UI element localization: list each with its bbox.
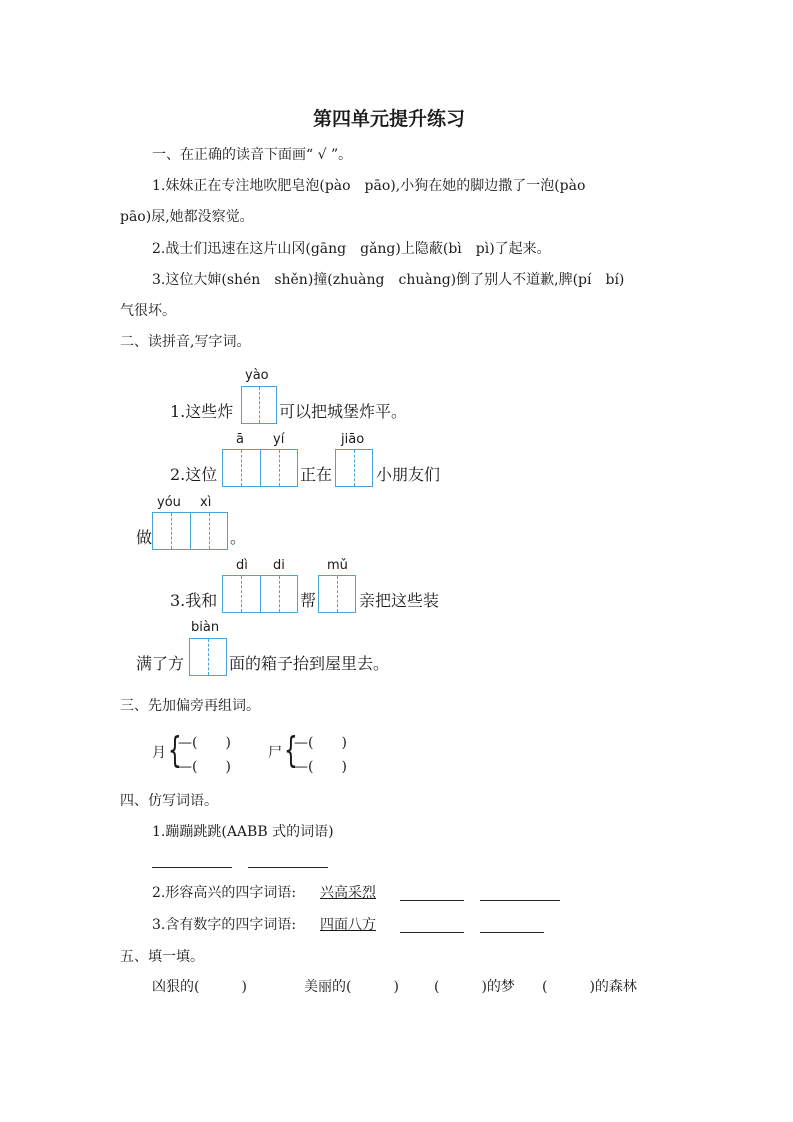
answer-blank[interactable] bbox=[480, 931, 544, 933]
answer-blank[interactable] bbox=[480, 899, 560, 901]
s2-q1-before: 1.这些炸 bbox=[170, 402, 234, 421]
answer-blank[interactable] bbox=[400, 899, 464, 901]
radical1-item1: —( ) bbox=[178, 735, 231, 751]
s4-q2-example: 兴高采烈 bbox=[320, 885, 376, 901]
s2-q3-line2-before: 满了方 bbox=[136, 654, 185, 673]
answer-blank[interactable] bbox=[248, 866, 328, 868]
radical1-item2: —( ) bbox=[178, 759, 231, 775]
page-title: 第四单元提升练习 bbox=[313, 108, 466, 130]
pinyin-xi: xì bbox=[200, 495, 212, 510]
s2-q2-before: 2.这位 bbox=[170, 465, 218, 484]
brace-icon: { bbox=[168, 730, 182, 771]
s1-q1-line2: pāo)尿,她都没察觉。 bbox=[120, 209, 254, 225]
pinyin-bian: biàn bbox=[191, 620, 220, 635]
writing-box-double[interactable] bbox=[152, 512, 228, 550]
s5-item3: ( )的梦 bbox=[434, 979, 515, 995]
s4-q2-label: 2.形容高兴的四字词语: bbox=[152, 885, 297, 901]
radical-yue: 月 bbox=[152, 745, 166, 761]
pinyin-mu: mǔ bbox=[327, 558, 348, 573]
brace-icon: { bbox=[284, 730, 298, 771]
pinyin-yi: yí bbox=[273, 432, 285, 447]
s4-q3-label: 3.含有数字的四字词语: bbox=[152, 917, 297, 933]
section1-heading: 一、在正确的读音下面画“ √ ”。 bbox=[152, 147, 353, 163]
pinyin-jiao: jiāo bbox=[341, 432, 365, 447]
s1-q3-line2: 气很坏。 bbox=[120, 303, 176, 319]
s2-q2-after: 小朋友们 bbox=[376, 465, 441, 484]
pinyin-you: yóu bbox=[157, 495, 181, 510]
s1-q3-line1: 3.这位大婶(shén shěn)撞(zhuàng chuàng)倒了别人不道歉,脾(pí bí) bbox=[152, 272, 625, 288]
pinyin-di1: dì bbox=[236, 558, 248, 573]
s2-q3-before: 3.我和 bbox=[170, 591, 218, 610]
radical2-item1: —( ) bbox=[294, 735, 347, 751]
s2-q2-line2-after: 。 bbox=[230, 528, 247, 547]
s4-q3-example: 四面八方 bbox=[320, 917, 376, 933]
s5-item4: ( )的森林 bbox=[542, 979, 637, 995]
writing-box[interactable] bbox=[189, 638, 227, 676]
s2-q3-after: 亲把这些装 bbox=[359, 591, 440, 610]
s4-q1: 1.蹦蹦跳跳(AABB 式的词语) bbox=[152, 824, 334, 840]
s5-item2: 美丽的( ) bbox=[304, 979, 399, 995]
answer-blank[interactable] bbox=[400, 931, 464, 933]
s1-q2: 2.战士们迅速在这片山冈(gāng gǎng)上隐蔽(bì pì)了起来。 bbox=[152, 241, 551, 257]
answer-blank[interactable] bbox=[152, 866, 232, 868]
s2-q2-middle: 正在 bbox=[300, 465, 333, 484]
radical-shi: 尸 bbox=[268, 745, 282, 761]
pinyin-a: ā bbox=[236, 432, 244, 447]
writing-box-double[interactable] bbox=[222, 575, 298, 613]
pinyin-di2: di bbox=[273, 558, 285, 573]
writing-box-double[interactable] bbox=[222, 449, 298, 487]
section5-heading: 五、填一填。 bbox=[120, 949, 204, 965]
radical2-item2: —( ) bbox=[294, 759, 347, 775]
section4-heading: 四、仿写词语。 bbox=[120, 793, 218, 809]
section3-heading: 三、先加偏旁再组词。 bbox=[120, 698, 260, 714]
writing-box[interactable] bbox=[241, 386, 277, 424]
s2-q3-line2-after: 面的箱子抬到屋里去。 bbox=[229, 654, 390, 673]
s5-item1: 凶狠的( ) bbox=[152, 979, 247, 995]
s2-q1-after: 可以把城堡炸平。 bbox=[279, 402, 408, 421]
writing-box[interactable] bbox=[335, 449, 373, 487]
section2-heading: 二、读拼音,写字词。 bbox=[120, 334, 251, 350]
writing-box[interactable] bbox=[318, 575, 356, 613]
s2-q2-line2-before: 做 bbox=[136, 528, 153, 547]
s2-q3-middle: 帮 bbox=[300, 591, 317, 610]
s1-q1-line1: 1.妹妹正在专注地吹肥皂泡(pào pāo),小狗在她的脚边撒了一泡(pào bbox=[152, 178, 586, 194]
pinyin-yao: yào bbox=[245, 368, 269, 383]
